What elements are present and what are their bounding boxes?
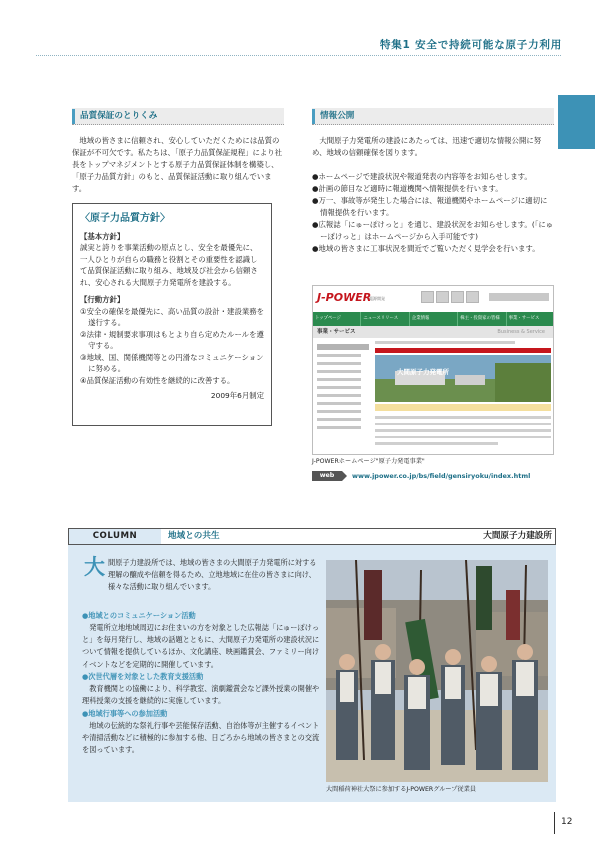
page-number: 12 bbox=[561, 817, 573, 827]
disclosure-bullet: ●ホームページで建設状況や報道発表の内容等をお知らせします。 bbox=[312, 172, 532, 181]
site-nav-item: 企業情報 bbox=[410, 312, 458, 326]
site-hero-caption: 大間原子力発電所 bbox=[397, 368, 449, 376]
website-caption: J-POWERホームページ"原子力発電事業" bbox=[312, 458, 425, 465]
festival-photo-caption: 大間稲荷神社大祭に参加するJ-POWERグループ従業員 bbox=[326, 786, 477, 793]
page-number-divider bbox=[554, 812, 555, 834]
column-section-text: 発電所立地地域周辺にお住まいの方を対象とした広報誌「にゅーぽけっと」を毎月発行し、地域の話題とともに、大間原子力発電所の建設状況について情報を提供しているほか、文化講座、映画鑑賞会、ファミリー向けイベントなどを定期的に開催しています。 bbox=[82, 622, 320, 669]
disclosure-bullet: ●万一、事故等が発生した場合には、報道機関やホームページに適切に情報提供を行います。 bbox=[312, 195, 548, 217]
policy-basic-label: 【基本方針】 bbox=[80, 232, 125, 241]
website-screenshot bbox=[312, 285, 554, 455]
site-global-nav bbox=[313, 312, 554, 326]
site-news-list bbox=[375, 416, 551, 449]
site-nav-item: トップページ bbox=[313, 312, 361, 326]
site-nav-item: 株主・投資家の皆様 bbox=[458, 312, 506, 326]
policy-action-item: ④品質保証活動の有効性を継続的に改善する。 bbox=[80, 375, 235, 385]
column-section-heading: ●地域とのコミュニケーション活動 bbox=[82, 610, 196, 620]
disclosure-bullet: ●広報誌「にゅーぽけっと」を通じ、建設状況をお知らせします。(「にゅーぽけっと」はホームページから入手可能です) bbox=[312, 219, 554, 241]
quality-heading: 品質保証のとりくみ bbox=[72, 108, 284, 125]
site-section-title-en: Business & Service bbox=[497, 329, 545, 335]
disclosure-bullets bbox=[312, 171, 554, 255]
site-breadcrumb bbox=[375, 341, 515, 344]
column-body bbox=[82, 557, 322, 757]
policy-action-item: ①安全の確保を最優先に、高い品質の設計・建設業務を遂行する。 bbox=[80, 306, 265, 328]
column-section-heading: ●地域行事等への参加活動 bbox=[82, 708, 168, 718]
policy-date: 2009年6月制定 bbox=[210, 391, 264, 401]
disclosure-bullet: ●地域の皆さまに工事状況を間近でご覧いただく見学会を行います。 bbox=[312, 243, 540, 253]
header-divider bbox=[36, 55, 561, 56]
policy-title: 〈原子力品質方針〉 bbox=[80, 213, 170, 224]
logo-tagline: 電源開発 bbox=[369, 296, 385, 301]
web-arrow-icon bbox=[342, 471, 347, 481]
disclosure-intro: 大間原子力発電所の建設にあたっては、迅速で適切な情報公開に努め、地域の信頼確保を図ります。 bbox=[312, 136, 542, 157]
site-notice-bar bbox=[375, 404, 551, 411]
policy-action-label: 【行動方針】 bbox=[80, 295, 125, 305]
column-tag: COLUMN bbox=[69, 529, 161, 544]
site-page-bar bbox=[375, 348, 551, 353]
policy-basic-text: 誠実と誇りを事業活動の原点とし、安全を最優先に、一人ひとりが自らの職務と役割とその重要性を認識して品質保証活動に取り組み、地域及び社会から信頼され、安心される大間原子力発電所を建設する。 bbox=[80, 243, 258, 287]
site-nav-item: ニュースリリース bbox=[361, 312, 409, 326]
quality-intro: 地域の皆さまに信頼され、安心していただくためには品質の保証が不可欠です。私たちは、「原子力品質保証規程」により社長をトップマネジメントとする原子力品質保証体制を構築し、「原子力品質方針」のもと、品質保証活動に取り組んでいます。 bbox=[72, 136, 283, 193]
column-subtitle: 地域との共生 bbox=[168, 531, 220, 541]
site-section-title: 事業・サービス bbox=[317, 329, 356, 335]
site-nav-item: 事業・サービス bbox=[507, 312, 554, 326]
policy-action-item: ③地域、国、関係機関等との円滑なコミュニケーションに努める。 bbox=[80, 352, 264, 374]
column-intro: 間原子力建設所では、地域の皆さまの大間原子力発電所に対する理解の醸成や信頼を得るため、立地地域に在住の皆さまに向け、様々な活動に取り組んでいます。 bbox=[108, 558, 317, 592]
column-organization: 大間原子力建設所 bbox=[483, 531, 552, 541]
column-section-text: 地域の伝統的な祭礼行事や芸能保存活動、自治体等が主催するイベントや清掃活動などに積極的に参加する他、日ごろから地域の皆さまとの交流を図っています。 bbox=[82, 720, 320, 755]
disclosure-heading: 情報公開 bbox=[312, 108, 554, 125]
jpower-logo: J-POWER bbox=[317, 291, 372, 304]
web-label: web bbox=[312, 471, 342, 481]
festival-photo bbox=[326, 560, 548, 782]
site-search-input bbox=[489, 293, 549, 301]
quality-policy-box bbox=[72, 203, 272, 426]
policy-action-item: ②法律・規制要求事項はもとより自ら定めたルールを遵守する。 bbox=[80, 329, 264, 351]
section-tab bbox=[558, 95, 595, 149]
header-title: 特集1 安全で持続可能な原子力利用 bbox=[379, 39, 562, 51]
disclosure-bullet: ●計画の節目など適時に報道機関へ情報提供を行います。 bbox=[312, 183, 503, 193]
column-section-heading: ●次世代層を対象とした教育支援活動 bbox=[82, 671, 204, 681]
site-side-nav bbox=[317, 344, 369, 434]
column-section-text: 教育機関との協働により、科学教室、演劇鑑賞会など課外授業の開催や理科授業の支援を継続的に実施しています。 bbox=[82, 684, 320, 706]
column-dropcap: 大 bbox=[84, 555, 105, 579]
website-url-link[interactable]: www.jpower.co.jp/bs/field/gensiryoku/index.html bbox=[352, 472, 531, 480]
site-hero-photo bbox=[375, 355, 551, 402]
site-utility-icons bbox=[421, 291, 479, 303]
